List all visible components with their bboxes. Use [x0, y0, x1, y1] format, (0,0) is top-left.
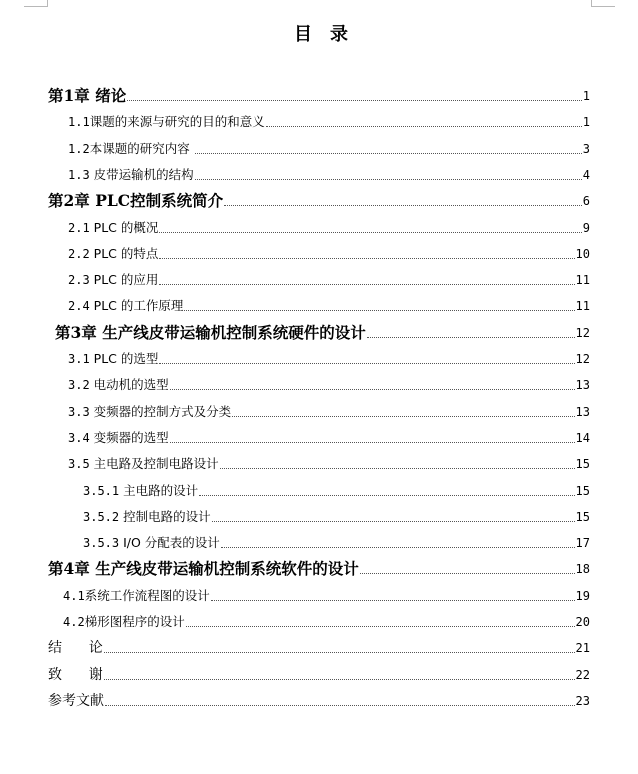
toc-entry[interactable]	[48, 555, 590, 579]
toc-entry-number: 4.2	[63, 615, 85, 629]
toc-entry-page-number: 14	[575, 430, 590, 445]
toc-entry-label	[83, 533, 220, 553]
toc-entry-page-number: 13	[575, 404, 590, 419]
toc-entry-number: 1.2	[68, 141, 90, 156]
toc-entry-number: 2.1	[68, 220, 90, 235]
dot-leader	[170, 389, 575, 390]
toc-entry-text: PLC 的概况	[89, 219, 159, 235]
toc-entry-number: 3.4	[68, 430, 90, 445]
toc-entry-label	[68, 375, 169, 395]
toc-entry-number: 1.1	[68, 115, 90, 130]
dot-leader	[195, 179, 582, 180]
toc-entry-page-number: 4	[582, 167, 590, 182]
dot-leader	[159, 258, 574, 259]
toc-entry-number: 第2章	[48, 191, 90, 211]
toc-entry-number: 1.3	[68, 167, 90, 182]
toc-entry-text: 控制电路的设计	[119, 508, 211, 524]
toc-entry-page-number: 11	[575, 299, 590, 314]
dot-leader	[159, 284, 574, 285]
toc-entry[interactable]	[68, 424, 590, 448]
toc-entry-label	[48, 638, 103, 658]
toc-entry-text: 绪论	[95, 86, 127, 105]
toc-entry-label	[48, 191, 223, 211]
toc-entry-number: 3.5.3	[83, 536, 120, 551]
toc-entry-number: 4.1	[63, 588, 85, 603]
toc-entry-number: 第4章	[48, 559, 90, 579]
toc-entry-number: 2.2	[68, 246, 90, 261]
toc-entry-text: 变频器的选型	[89, 429, 169, 445]
toc-entry-label	[83, 507, 211, 527]
toc-entry[interactable]	[68, 266, 590, 290]
toc-entry-number: 2.4	[68, 299, 90, 314]
dot-leader	[199, 495, 574, 496]
dot-leader	[266, 126, 582, 127]
toc-entry-page-number: 21	[575, 641, 590, 656]
toc-entry-number: 3.2	[68, 378, 90, 393]
toc-entry-text: I/O 分配表的设计	[119, 535, 220, 551]
toc-entry-text: 生产线皮带运输机控制系统软件的设计	[95, 559, 359, 579]
dot-leader	[127, 100, 582, 101]
toc-entry-page-number: 6	[582, 194, 590, 209]
toc-entry-text: PLC 的工作原理	[89, 298, 184, 314]
dot-leader	[367, 337, 575, 338]
toc-entry-number: 2.3	[68, 273, 90, 288]
toc-entry-text: 结 论	[48, 640, 103, 657]
toc-entry-label	[68, 165, 194, 185]
toc-entry[interactable]	[68, 108, 590, 132]
dot-leader	[104, 652, 575, 653]
title-char-1: 目	[294, 24, 312, 45]
toc-entry-page-number: 12	[575, 325, 590, 340]
toc-entry[interactable]	[68, 214, 590, 238]
toc-entry[interactable]	[48, 634, 590, 658]
page-corner-mark-top-left	[24, 0, 48, 7]
toc-entry-number: 3.3	[68, 404, 90, 419]
toc-entry-text: 变频器的控制方式及分类	[89, 403, 232, 419]
dot-leader	[159, 363, 574, 364]
toc-entry-label	[55, 323, 366, 343]
dot-leader	[186, 626, 575, 627]
page-title	[0, 20, 638, 46]
toc-entry-text: 参考文献	[48, 692, 104, 709]
toc-entry-page-number: 19	[575, 588, 590, 603]
dot-leader	[159, 232, 581, 233]
toc-entry-page-number: 15	[575, 483, 590, 498]
toc-entry[interactable]	[48, 661, 590, 685]
toc-entry-text: 课题的来源与研究的目的和意义	[89, 114, 265, 130]
toc-entry-text: 致 谢	[48, 666, 103, 683]
toc-entry-label	[68, 244, 158, 264]
toc-entry-page-number: 15	[575, 509, 590, 524]
toc-entry-page-number: 10	[575, 246, 590, 261]
toc-entry-label	[68, 296, 183, 316]
toc-entry-text: PLC 的选型	[89, 351, 159, 366]
toc-entry-page-number: 22	[575, 667, 590, 682]
dot-leader	[104, 679, 575, 680]
toc-entry[interactable]	[68, 345, 590, 369]
dot-leader	[232, 416, 574, 417]
toc-entry-text: 主电路的设计	[119, 482, 199, 498]
dot-leader	[195, 153, 582, 154]
toc-entry-page-number: 15	[575, 457, 590, 472]
title-char-2: 录	[330, 24, 348, 45]
toc-entry-label	[68, 112, 265, 132]
dot-leader	[170, 442, 575, 443]
toc-entry-number: 3.1	[68, 352, 90, 366]
toc-entry-text: PLC 的特点	[89, 245, 159, 261]
toc-entry[interactable]	[68, 240, 590, 264]
toc-entry-page-number: 3	[582, 141, 590, 156]
toc-entry-text: PLC 的应用	[89, 272, 159, 288]
toc-entry-text: 生产线皮带运输机控制系统硬件的设计	[102, 322, 366, 342]
dot-leader	[224, 205, 582, 206]
page-corner-mark-top-right	[591, 0, 615, 7]
toc-entry-text: 本课题的研究内容	[89, 140, 194, 156]
toc-entry-label	[68, 139, 194, 159]
toc-entry[interactable]	[68, 371, 590, 395]
dot-leader	[220, 468, 575, 469]
toc-entry-page-number: 9	[582, 220, 590, 235]
toc-entry-number: 3.5	[68, 457, 90, 472]
toc-entry-page-number: 18	[575, 562, 590, 577]
toc-entry-page-number: 1	[582, 115, 590, 130]
toc-entry[interactable]	[55, 319, 590, 343]
toc-entry-number: 3.5.2	[83, 509, 120, 524]
toc-entry-page-number: 1	[582, 89, 590, 103]
toc-entry-number: 第3章	[55, 322, 97, 342]
toc-entry-label	[68, 218, 158, 238]
toc-entry-label	[63, 586, 210, 606]
toc-entry-page-number: 11	[575, 273, 590, 288]
toc-entry[interactable]	[48, 187, 590, 211]
toc-entry-text: 梯形图程序的设计	[84, 614, 185, 629]
toc-entry-page-number: 13	[575, 378, 590, 393]
toc-entry[interactable]	[48, 687, 590, 711]
dot-leader	[360, 573, 575, 574]
dot-leader	[105, 705, 575, 706]
toc-entry[interactable]	[83, 529, 590, 553]
dot-leader	[211, 600, 575, 601]
toc-entry-label	[68, 402, 231, 422]
toc-entry-text: 皮带运输机的结构	[89, 166, 194, 182]
toc-entry-label	[68, 270, 158, 290]
toc-entry-page-number: 12	[575, 352, 590, 366]
toc-entry-number: 3.5.1	[83, 483, 120, 498]
toc-entry-label	[48, 86, 126, 106]
toc-entry[interactable]	[68, 135, 590, 159]
toc-entry-label	[48, 691, 104, 711]
toc-entry[interactable]	[48, 82, 590, 106]
toc-entry[interactable]	[68, 161, 590, 185]
toc-entry-label	[48, 559, 359, 579]
toc-entry[interactable]	[63, 608, 590, 632]
toc-entry-number: 第1章	[48, 86, 90, 105]
toc-entry[interactable]	[68, 292, 590, 316]
toc-entry-text: PLC控制系统简介	[95, 191, 224, 211]
toc-entry-text: 主电路及控制电路设计	[89, 456, 219, 472]
toc-entry[interactable]	[63, 582, 590, 606]
toc-entry[interactable]	[68, 398, 590, 422]
toc-entry-label	[83, 481, 198, 501]
toc-entry-label	[68, 349, 158, 369]
toc-entry-label	[63, 612, 185, 632]
toc-entry-text: 系统工作流程图的设计	[84, 587, 210, 603]
toc-entry[interactable]	[68, 450, 590, 474]
toc-entry-page-number: 20	[575, 615, 590, 629]
toc-entry[interactable]	[83, 503, 590, 527]
toc-entry-page-number: 23	[575, 693, 590, 708]
dot-leader	[212, 521, 575, 522]
toc-entry-label	[48, 665, 103, 685]
toc-entry-text: 电动机的选型	[89, 377, 169, 393]
dot-leader	[221, 547, 575, 548]
toc-entry-label	[68, 454, 219, 474]
dot-leader	[184, 310, 574, 311]
toc-entry[interactable]	[83, 477, 590, 501]
toc-entry-label	[68, 428, 169, 448]
toc-entry-page-number: 17	[575, 536, 590, 551]
